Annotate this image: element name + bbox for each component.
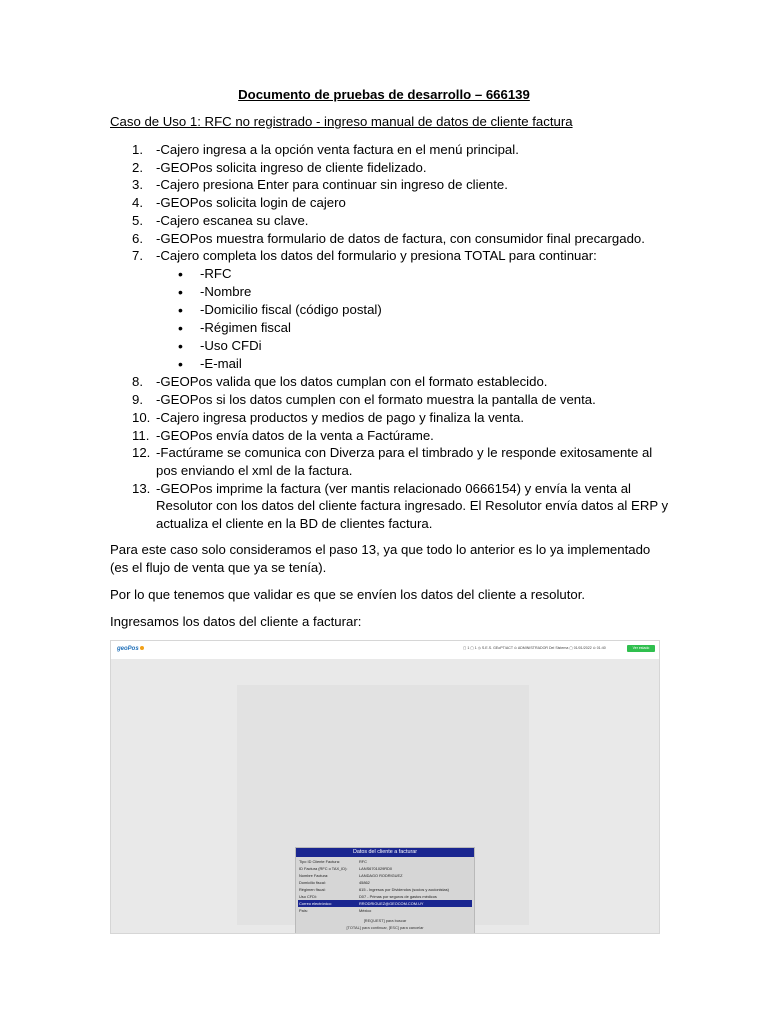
step-item: 11. -GEOPos envía datos de la venta a Factúrame.: [132, 427, 434, 443]
step-item: 8. -GEOPos valida que los datos cumplan con el formato establecido.: [132, 374, 548, 390]
step-item: 3. -Cajero presiona Enter para continuar sin ingreso de cliente.: [132, 177, 508, 193]
dialog-row: ID Factura (RFC o TAX_ID): LANS6701029RD0: [299, 866, 393, 871]
paragraph-intro-screenshot: Ingresamos los datos del cliente a facturar:: [110, 614, 362, 629]
step-item: 1. -Cajero ingresa a la opción venta factura en el menú principal.: [132, 142, 519, 157]
dialog-title: Datos del cliente a facturar: [296, 848, 474, 857]
client-data-dialog: [295, 847, 475, 934]
step-item: 9. -GEOPos si los datos cumplen con el formato muestra la pantalla de venta.: [132, 392, 596, 408]
topbar-button: Ver estado: [627, 645, 655, 652]
paragraph-validation: Por lo que tenemos que validar es que se envíen los datos del cliente a resolutor.: [110, 587, 586, 602]
step-item: 12. -Factúrame se comunica con Diverza para el timbrado y le responde exitosamente al pos enviando el xml de la factura.: [132, 445, 653, 478]
dialog-row: Nombre Factura: LANDAGO RODRIGUEZ: [299, 873, 403, 878]
case-title: Caso de Uso 1: RFC no registrado - ingreso manual de datos de cliente factura: [110, 114, 573, 129]
form-field-item: • -E-mail: [156, 355, 670, 373]
step-item: 13. -GEOPos imprime la factura (ver mantis relacionado 0666154) y envía la venta al Resolutor con los datos del cliente factura ingresado. El Resolutor envía datos al ERP y actualiza el cliente en la BD de clientes factura.: [132, 480, 669, 532]
form-field-item: • -Domicilio fiscal (código postal): [156, 301, 670, 319]
step-item: 7. -Cajero completa los datos del formulario y presiona TOTAL para continuar: • -RFC • -Nombre • -Domicilio fiscal (código postal) • -Régimen fiscal • -Uso CFDi • -E-mail: [110, 247, 670, 373]
step-item: 10. -Cajero ingresa productos y medios de pago y finaliza la venta.: [132, 409, 524, 425]
dialog-row: Tipo ID Cliente Factura: RFC: [299, 859, 367, 864]
form-field-item: • -Régimen fiscal: [156, 319, 670, 337]
geopos-logo: geoPos: [117, 646, 144, 652]
dialog-row: Domicilio fiscal: 45862: [299, 880, 370, 885]
form-fields-list: [156, 265, 670, 374]
form-field-item: • -Nombre: [156, 283, 670, 301]
app-topbar: [111, 641, 659, 659]
dialog-row: Uso CFDi: D07 - Primas por seguros de gastos médicos: [299, 894, 437, 899]
paragraph-scope: Para este caso solo consideramos el paso 13, ya que todo lo anterior es lo ya implementado (es el flujo de venta que ya se tenía).: [110, 542, 651, 575]
dialog-row-selected: Correo electrónico: RRODRIGUEZ@GEOCOM.COM.UY: [298, 900, 472, 907]
step-item: 2. -GEOPos solicita ingreso de cliente fidelizado.: [132, 159, 427, 175]
logo-dot-icon: [140, 646, 144, 650]
dialog-footer-search: [REQUEST] para buscar: [363, 918, 407, 923]
embedded-screenshot: [110, 640, 660, 934]
steps-list: [110, 141, 670, 533]
form-field-item: • -Uso CFDi: [156, 337, 670, 355]
dialog-footer-continue: [TOTAL] para continuar, [ESC] para cancelar: [346, 925, 424, 930]
step-item: 6. -GEOPos muestra formulario de datos de factura, con consumidor final precargado.: [132, 230, 645, 246]
document-title: Documento de pruebas de desarrollo – 666139: [238, 87, 530, 102]
dialog-row: Régimen fiscal: 615 - Ingresos por Dividendos (socios y accionistas): [299, 887, 449, 892]
step-item: 5. -Cajero escanea su clave.: [132, 212, 309, 228]
step-item: 4. -GEOPos solicita login de cajero: [132, 195, 346, 211]
dialog-row: País: México: [299, 908, 372, 913]
topbar-status: ▢ 1 ▢ 1 ◷ S.E.S. GEoPT/ACT ⊙ ADMINISTRADOR Del Sistema ▢ 01/01/2022 ⊙ 01:40: [463, 646, 606, 650]
form-field-item: • -RFC: [156, 265, 670, 283]
